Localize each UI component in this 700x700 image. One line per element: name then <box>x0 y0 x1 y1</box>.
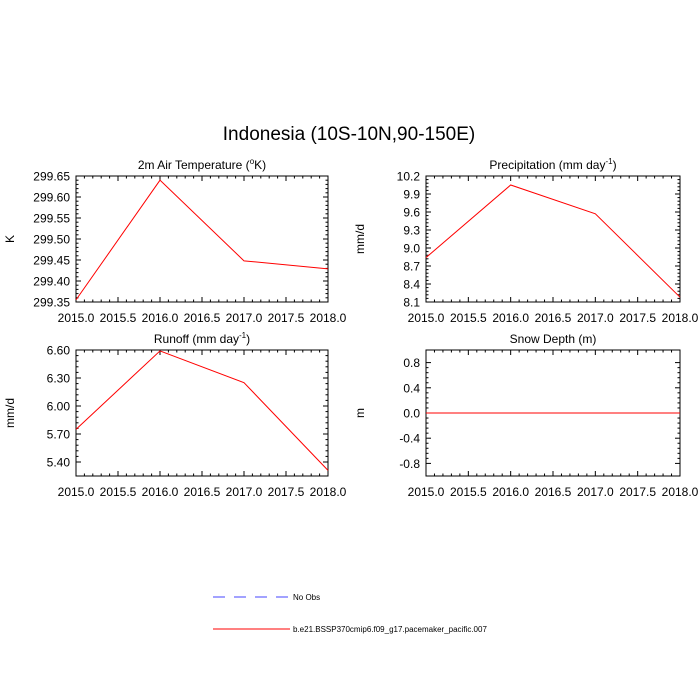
x-tick-label: 2016.0 <box>141 485 179 499</box>
y-tick-label: 299.50 <box>33 232 70 247</box>
chart-panel <box>353 332 699 499</box>
y-tick-label: 299.40 <box>33 274 70 289</box>
legend-item-model-run <box>213 625 487 634</box>
chart-panel <box>3 157 347 325</box>
y-axis-label: K <box>3 234 17 244</box>
y-tick-label: 299.35 <box>33 295 70 310</box>
panel-title: Runoff (mm day$^{-1}$) <box>153 331 251 346</box>
x-tick-label: 2018.0 <box>309 311 347 325</box>
x-tick-label: 2018.0 <box>661 485 699 499</box>
y-tick-label: 299.60 <box>33 190 70 205</box>
x-tick-label: 2017.5 <box>619 485 657 499</box>
y-tick-label: 6.00 <box>46 399 70 414</box>
x-tick-label: 2017.5 <box>267 485 305 499</box>
plot-frame <box>426 176 680 302</box>
x-tick-label: 2016.5 <box>183 311 221 325</box>
x-tick-label: 2015.5 <box>99 311 137 325</box>
x-tick-label: 2017.5 <box>619 311 657 325</box>
y-tick-label: 299.65 <box>33 169 70 184</box>
y-tick-label: 0.4 <box>403 381 420 396</box>
panel-title: 2m Air Temperature ($^o$K) <box>137 157 267 172</box>
x-tick-label: 2015.5 <box>449 311 487 325</box>
y-tick-label: 8.4 <box>403 277 420 292</box>
x-tick-label: 2017.0 <box>225 311 263 325</box>
x-tick-label: 2016.0 <box>141 311 179 325</box>
chart-panel <box>353 157 699 325</box>
x-tick-label: 2015.0 <box>407 311 445 325</box>
x-tick-label: 2018.0 <box>309 485 347 499</box>
plot-frame <box>76 350 328 476</box>
y-tick-label: 8.1 <box>403 295 420 310</box>
legend-label-model-run: b.e21.BSSP370cmip6.f09_g17.pacemaker_pacific.007 <box>293 625 487 634</box>
y-tick-label: 0.0 <box>403 406 420 421</box>
y-tick-label: -0.8 <box>399 456 420 471</box>
y-axis-label: mm/d <box>353 224 367 254</box>
y-tick-label: 9.3 <box>403 223 420 238</box>
y-axis-label: m <box>353 408 367 418</box>
x-tick-label: 2015.5 <box>99 485 137 499</box>
y-tick-label: 9.6 <box>403 205 420 220</box>
series-line <box>76 351 328 470</box>
panel-title: Snow Depth (m) <box>509 332 597 346</box>
x-tick-label: 2015.0 <box>407 485 445 499</box>
y-tick-label: 299.45 <box>33 253 70 268</box>
x-tick-label: 2016.0 <box>492 311 530 325</box>
x-tick-label: 2016.0 <box>492 485 530 499</box>
legend <box>213 593 487 634</box>
figure-title: Indonesia (10S-10N,90-150E) <box>222 124 476 145</box>
series-line <box>76 180 328 300</box>
series-line <box>426 185 680 297</box>
y-tick-label: 9.0 <box>403 241 420 256</box>
y-axis-label: mm/d <box>3 398 17 428</box>
x-tick-label: 2015.0 <box>57 485 95 499</box>
x-tick-label: 2015.0 <box>57 311 95 325</box>
legend-label-no-obs: No Obs <box>293 593 321 602</box>
y-tick-label: 5.70 <box>46 427 70 442</box>
chart-panel <box>3 331 347 499</box>
panels <box>3 157 699 499</box>
x-tick-label: 2016.5 <box>534 311 572 325</box>
x-tick-label: 2018.0 <box>661 311 699 325</box>
legend-item-no-obs <box>213 593 320 602</box>
plot-frame <box>76 176 328 302</box>
y-tick-label: 10.2 <box>396 169 420 184</box>
x-tick-label: 2017.0 <box>576 311 614 325</box>
panel-title: Precipitation (mm day$^{-1}$) <box>489 157 617 172</box>
x-tick-label: 2017.0 <box>225 485 263 499</box>
y-tick-label: 9.9 <box>403 187 420 202</box>
x-tick-label: 2015.5 <box>449 485 487 499</box>
y-tick-label: 299.55 <box>33 211 70 226</box>
x-tick-label: 2016.5 <box>183 485 221 499</box>
x-tick-label: 2016.5 <box>534 485 572 499</box>
y-tick-label: 8.7 <box>403 259 420 274</box>
x-tick-label: 2017.5 <box>267 311 305 325</box>
y-tick-label: 6.60 <box>46 343 70 358</box>
y-tick-label: 5.40 <box>46 455 70 470</box>
y-tick-label: -0.4 <box>399 431 420 446</box>
y-tick-label: 6.30 <box>46 371 70 386</box>
y-tick-label: 0.8 <box>403 356 420 371</box>
x-tick-label: 2017.0 <box>576 485 614 499</box>
